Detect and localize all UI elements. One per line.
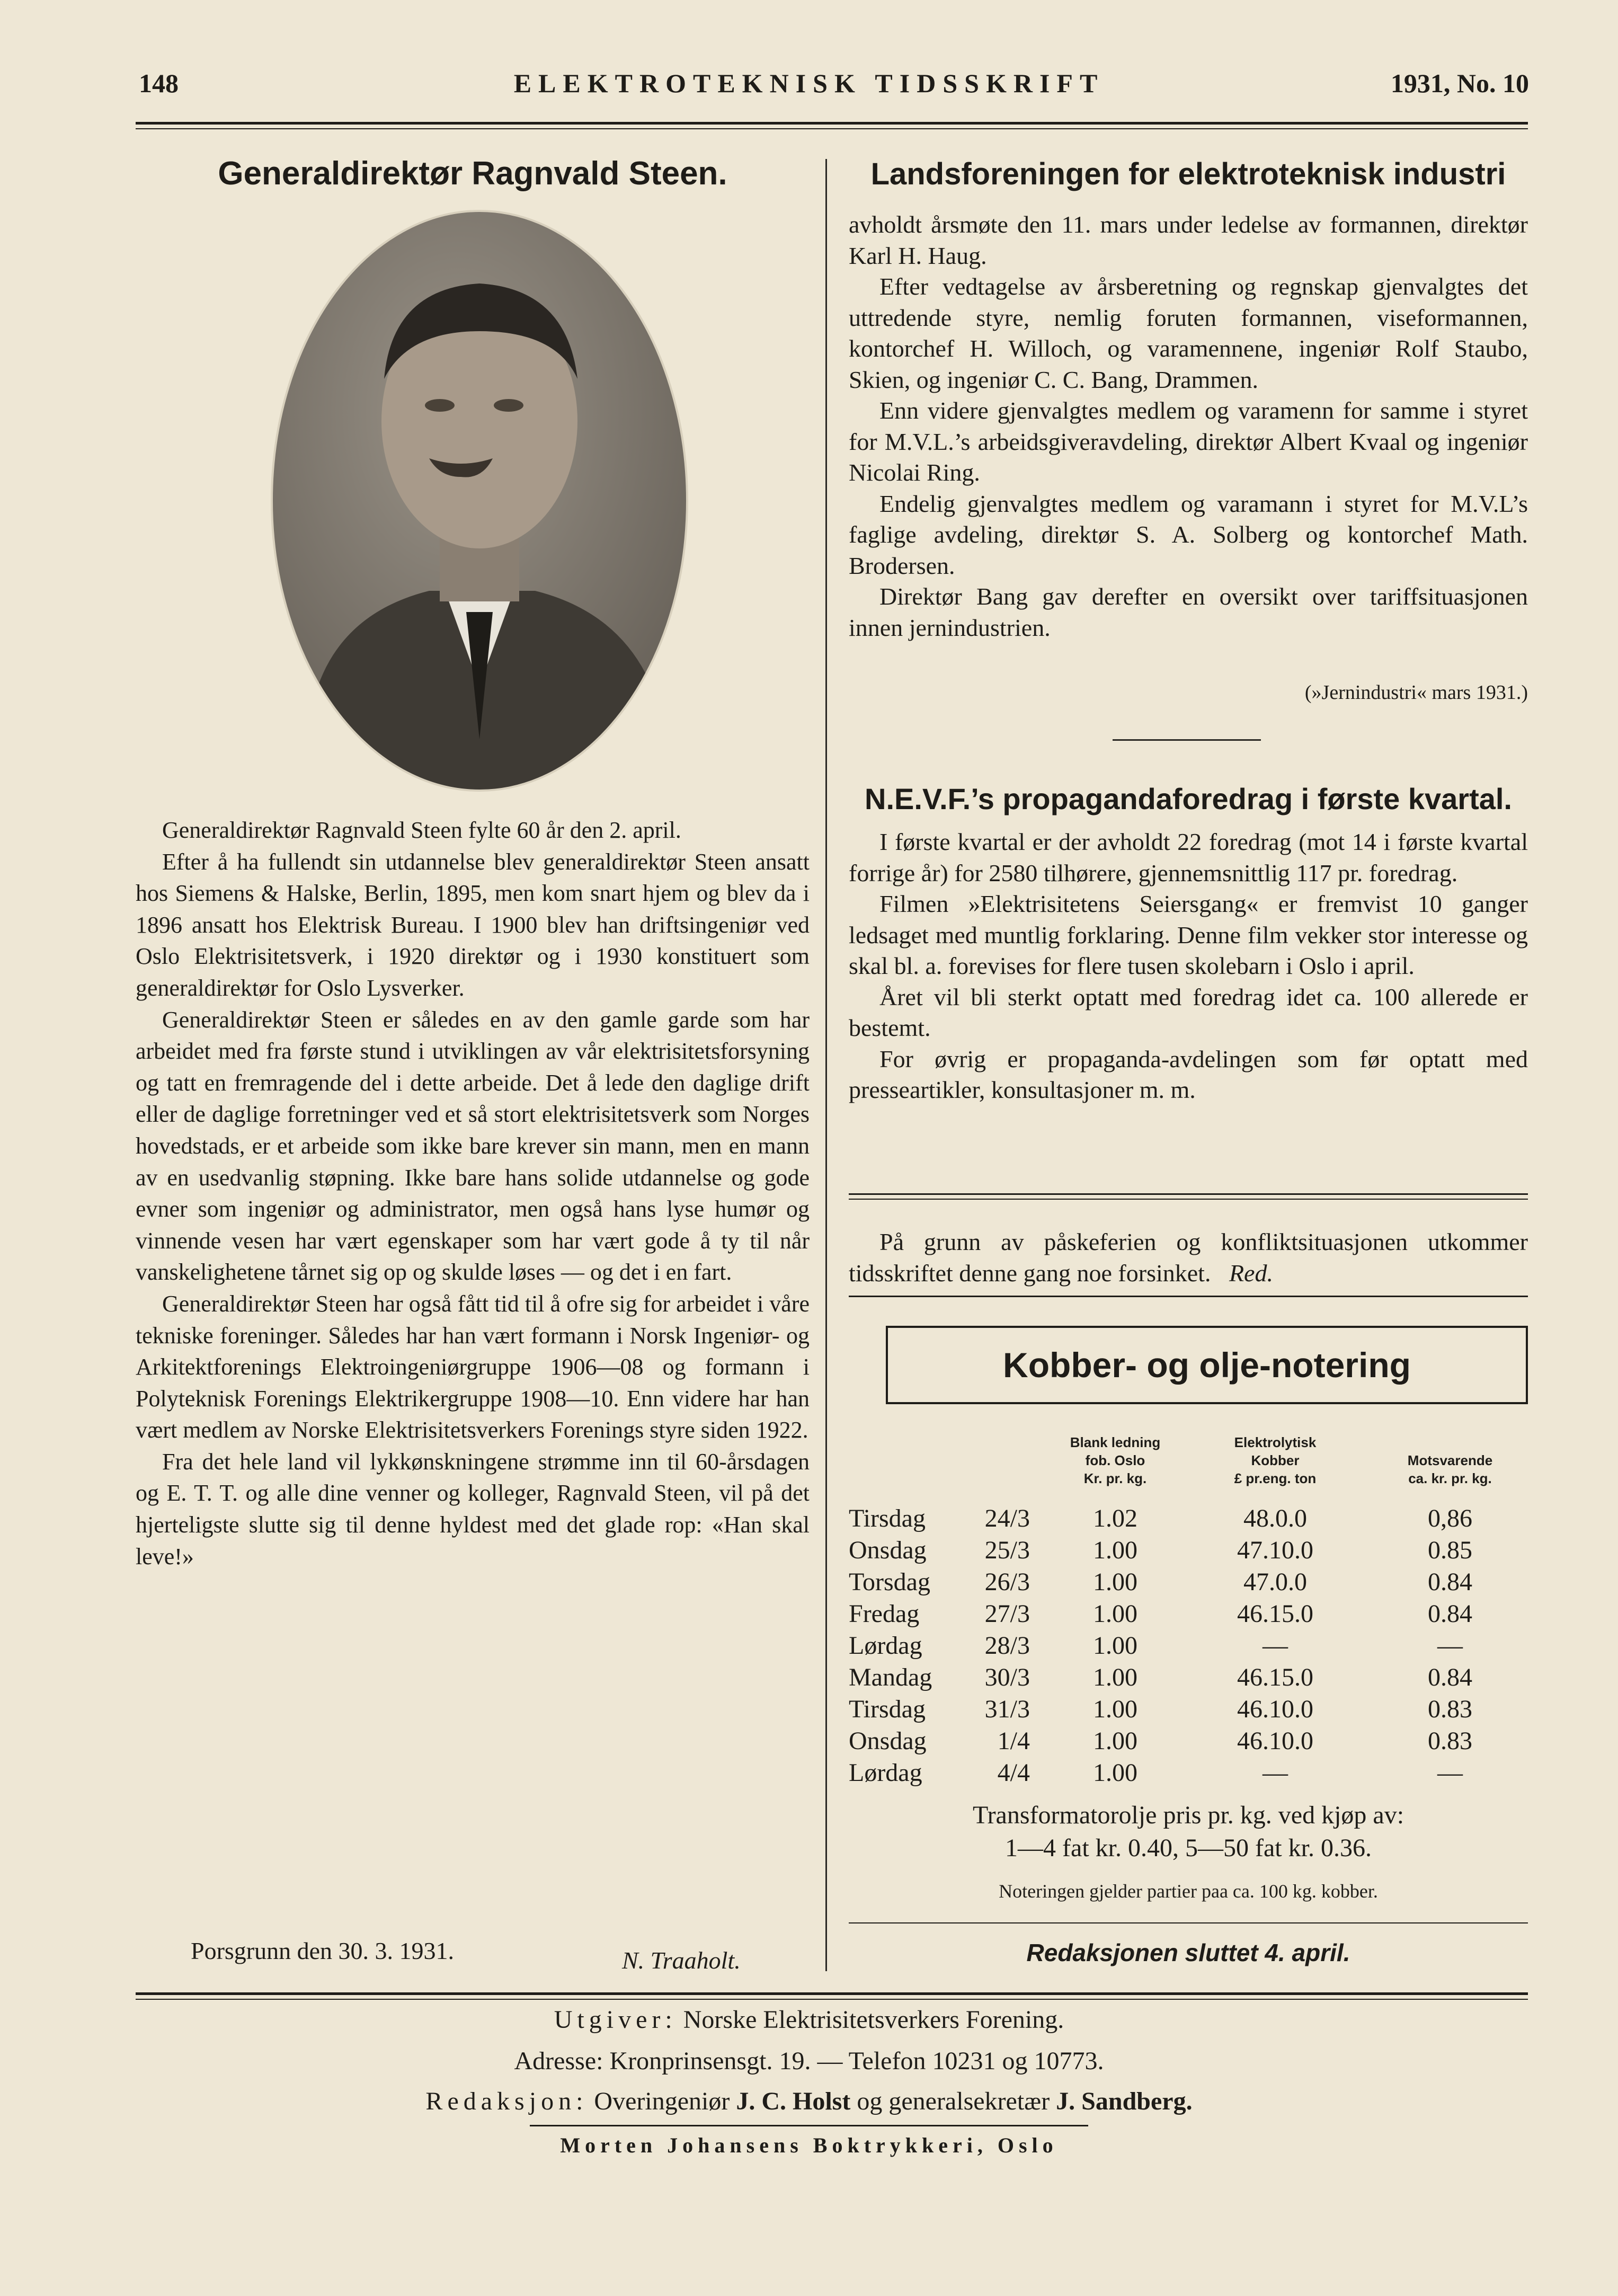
row-blank-ledning: 1.02: [1093, 1504, 1137, 1532]
kobber-title: Kobber- og olje-notering: [1003, 1345, 1411, 1385]
row-elektrolytisk: 46.10.0: [1237, 1727, 1313, 1755]
lf-paragraph: Endelig gjenvalgtes medlem og varamann i styret for M.V.L’s faglige avdeling, direktør S. A. Solberg og kontorchef Math. Brodersen.: [849, 490, 1528, 579]
row-day: Tirsdag: [849, 1695, 926, 1723]
row-elektrolytisk: 46.15.0: [1237, 1600, 1313, 1628]
nevf-paragraph: Filmen »Elektrisitetens Seiersgang« er fremvist 10 ganger ledsaget med muntlig forklaring. Denne film vekker stor interesse og skal bl. a. forevises for flere tusen skolebarn i Oslo i april.: [849, 890, 1528, 979]
row-blank-ledning: 1.00: [1093, 1695, 1137, 1723]
kobber-row: [849, 1567, 1528, 1599]
row-day: Fredag: [849, 1600, 920, 1628]
row-blank-ledning: 1.00: [1093, 1663, 1137, 1691]
col-header-line: £ pr.eng. ton: [1234, 1470, 1317, 1486]
editors-label: Redaksjon:: [425, 2087, 588, 2115]
row-day: Onsdag: [849, 1536, 927, 1564]
col-header-elektro: [1198, 1433, 1352, 1487]
row-day: Mandag: [849, 1663, 932, 1691]
row-day: Lørdag: [849, 1632, 922, 1660]
notice-rule-top-2: [849, 1199, 1528, 1200]
row-elektrolytisk: 46.15.0: [1237, 1663, 1313, 1691]
footer-rule-thin: [136, 1999, 1528, 2000]
kobber-row: [849, 1536, 1528, 1567]
issue-label: 1931, No. 10: [1390, 68, 1529, 98]
row-day: Torsdag: [849, 1568, 930, 1596]
col-header-line: ca. kr. pr. kg.: [1408, 1470, 1492, 1486]
col-header-blank: [1060, 1433, 1171, 1487]
steen-paragraph: Generaldirektør Steen har også fått tid til å ofre sig for arbeidet i våre tekniske foreninger. Således har han vært formann i Norsk Ingeniør- og Arkitektforenings Elektroingeniørgruppe 1906—08 og formann i Polyteknisk Forenings Elektrikergruppe 1908—10. Enn videre har han vært medlem av Norske Elektrisitetsverkers Forenings styre siden 1922.: [136, 1290, 810, 1443]
steen-article-body: [136, 814, 810, 1572]
section-divider: [1113, 739, 1261, 741]
editors-line: [0, 2087, 1618, 2116]
row-motsvarende: 0.83: [1428, 1695, 1472, 1723]
delay-notice: [849, 1227, 1528, 1289]
printer-line: Morten Johansens Boktrykkeri, Oslo: [560, 2133, 1058, 2157]
editors-mid: og generalsekretær: [857, 2087, 1050, 2115]
kobber-title-box: [886, 1326, 1528, 1404]
row-elektrolytisk: 46.10.0: [1237, 1695, 1313, 1723]
steen-paragraph: Fra det hele land vil lykkønskningene strømme inn til 60-årsdagen og E. T. T. og alle dine venner og kolleger, Ragnvald Steen, vil på det hjerteligste slutte sig til denne hyldest med det glade rop: «Han skal leve!»: [136, 1448, 810, 1570]
row-motsvarende: —: [1437, 1759, 1463, 1787]
row-blank-ledning: 1.00: [1093, 1536, 1137, 1564]
col-header-line: Blank ledning: [1070, 1434, 1161, 1450]
row-blank-ledning: 1.00: [1093, 1759, 1137, 1787]
col-header-line: fob. Oslo: [1085, 1452, 1145, 1468]
kobber-rule-bottom: [849, 1922, 1528, 1923]
row-motsvarende: 0.83: [1428, 1727, 1472, 1755]
row-date: 4/4: [997, 1759, 1030, 1787]
kobber-table-body: [849, 1504, 1528, 1790]
header-rule-thin: [136, 128, 1528, 129]
row-motsvarende: —: [1437, 1632, 1463, 1660]
row-date: 28/3: [984, 1632, 1030, 1660]
row-motsvarende: 0.84: [1428, 1663, 1472, 1691]
notice-rule-top: [849, 1193, 1528, 1195]
nevf-paragraph: I første kvartal er der avholdt 22 foredrag (mot 14 i første kvartal forrige år) for 2580 tilhørere, gjennemsnittlig 117 pr. foredrag.: [849, 828, 1528, 887]
address-line: [0, 2046, 1618, 2076]
notice-text: På grunn av påskeferien og konfliktsituasjonen utkommer tidsskriftet denne gang noe forsinket.: [849, 1228, 1528, 1287]
place-date: Porsgrunn den 30. 3. 1931.: [191, 1937, 455, 1964]
row-date: 27/3: [984, 1600, 1030, 1628]
row-day: Tirsdag: [849, 1504, 926, 1532]
editor-holst: J. C. Holst: [736, 2087, 851, 2115]
kobber-note: Noteringen gjelder partier paa ca. 100 kg. kobber.: [999, 1881, 1378, 1902]
col-header-line: Elektrolytisk: [1234, 1434, 1317, 1450]
address-label: Adresse:: [514, 2047, 603, 2075]
footer-rule-thick: [136, 1992, 1528, 1995]
row-blank-ledning: 1.00: [1093, 1632, 1137, 1660]
address-value: Kronprinsensgt. 19. — Telefon 10231 og 10773.: [609, 2047, 1104, 2075]
kobber-row: [849, 1504, 1528, 1536]
nevf-paragraph: For øvrig er propaganda-avdelingen som før optatt med presseartikler, konsultasjoner m. m.: [849, 1045, 1528, 1103]
row-elektrolytisk: 47.10.0: [1237, 1536, 1313, 1564]
col-header-line: Kobber: [1251, 1452, 1300, 1468]
row-blank-ledning: 1.00: [1093, 1727, 1137, 1755]
row-blank-ledning: 1.00: [1093, 1568, 1137, 1596]
nevf-paragraph: Året vil bli sterkt optatt med foredrag idet ca. 100 allerede er bestemt.: [849, 983, 1528, 1041]
lf-paragraph: Efter vedtagelse av årsberetning og regnskap gjenvalgtes det uttredende styre, nemlig foruten formannen, viseformannen, kontorchef H. Willoch, og varamennene, ingeniør Rolf Staubo, Skien, og ingeniør C. C. Bang, Drammen.: [849, 273, 1528, 393]
nevf-body: [849, 827, 1528, 1106]
header-rule-thick: [136, 122, 1528, 125]
editor-sandberg: J. Sandberg.: [1056, 2087, 1193, 2115]
row-day: Lørdag: [849, 1759, 922, 1787]
steen-paragraph: Efter å ha fullendt sin utdannelse blev generaldirektør Steen ansatt hos Siemens & Halske, Berlin, 1895, men kom snart hjem og blev da i 1896 ansatt hos Elektrisk Bureau. I 1900 blev han driftsingeniør ved Oslo Elektrisitetsverk, i 1920 direktør og i 1930 konstituert som generaldirektør for Oslo Lysverker.: [136, 848, 810, 1001]
row-elektrolytisk: —: [1263, 1759, 1288, 1787]
row-elektrolytisk: 47.0.0: [1243, 1568, 1307, 1596]
kobber-row: [849, 1599, 1528, 1631]
row-date: 26/3: [984, 1568, 1030, 1596]
steen-paragraph: Generaldirektør Steen er således en av den gamle garde som har arbeidet med fra første stund i utviklingen av vår elektrisitetsforsyning og tatt en fremragende del i dette arbeide. Det å lede den daglige drift eller de daglige forretninger ved et så stort elektrisitetsverk som Norges hovedstads, er et arbeide som ikke bare krever sin mann, men en mann av en usedvanlig støpning. Ikke bare hans solide utdannelse og gode evner som ingeniør og administrator, men også hans lyse humør og vinnende vesen har vært egenskaper som har vært gode å ty til når vanskelighetene tårnet sig op og skulde løses — og det i en fart.: [136, 1006, 810, 1286]
col-header-line: Kr. pr. kg.: [1083, 1470, 1147, 1486]
kobber-row: [849, 1758, 1528, 1790]
kobber-row: [849, 1695, 1528, 1726]
transformer-price-values: 1—4 fat kr. 0.40, 5—50 fat kr. 0.36.: [1005, 1834, 1372, 1862]
transformer-price-line: Transformatorolje pris pr. kg. ved kjøp av:: [972, 1801, 1404, 1829]
row-blank-ledning: 1.00: [1093, 1600, 1137, 1628]
lf-paragraph: Enn videre gjenvalgtes medlem og varamenn for samme i styret for M.V.L.’s arbeidsgiveravdeling, direktør Albert Kvaal og ingeniør Nicolai Ring.: [849, 397, 1528, 486]
lf-source: (»Jernindustri« mars 1931.): [1304, 681, 1528, 704]
publisher-name: Norske Elektrisitetsverkers Forening.: [683, 2006, 1064, 2034]
publisher-label: Utgiver:: [554, 2006, 677, 2034]
row-date: 24/3: [984, 1504, 1030, 1532]
editors-pre: Overingeniør: [594, 2087, 730, 2115]
column-divider: [825, 159, 827, 1971]
row-day: Onsdag: [849, 1727, 927, 1755]
portrait-photo: [270, 209, 689, 792]
row-elektrolytisk: 48.0.0: [1243, 1504, 1307, 1532]
notice-signature: Red.: [1229, 1259, 1273, 1287]
kobber-row: [849, 1631, 1528, 1663]
lf-paragraph: Direktør Bang gav derefter en oversikt over tariffsituasjonen innen jernindustrien.: [849, 583, 1528, 641]
row-date: 25/3: [984, 1536, 1030, 1564]
row-motsvarende: 0.84: [1428, 1600, 1472, 1628]
article-title-nevf: N.E.V.F.’s propagandaforedrag i første kvartal.: [865, 782, 1512, 815]
editorial-closed-note: Redaksjonen sluttet 4. april.: [1026, 1939, 1350, 1966]
kobber-row: [849, 1726, 1528, 1758]
row-date: 30/3: [984, 1663, 1030, 1691]
printer-rule: [530, 2125, 1088, 2126]
row-motsvarende: 0.85: [1428, 1536, 1472, 1564]
article-title-landsforeningen: Landsforeningen for elektroteknisk industri: [870, 157, 1506, 191]
col-header-mots: [1379, 1451, 1522, 1487]
col-header-line: Motsvarende: [1407, 1452, 1493, 1468]
row-date: 1/4: [997, 1727, 1030, 1755]
lf-paragraph: avholdt årsmøte den 11. mars under ledelse av formannen, direktør Karl H. Haug.: [849, 211, 1528, 269]
journal-title: ELEKTROTEKNISK TIDSSKRIFT: [513, 68, 1105, 98]
row-motsvarende: 0,86: [1428, 1504, 1472, 1532]
publisher-line: [0, 2005, 1618, 2034]
author-name: N. Traaholt.: [622, 1947, 741, 1974]
kobber-row: [849, 1663, 1528, 1695]
landsforeningen-body: [849, 209, 1528, 643]
row-date: 31/3: [984, 1695, 1030, 1723]
article-title-steen: Generaldirektør Ragnvald Steen.: [218, 155, 727, 192]
row-elektrolytisk: —: [1263, 1632, 1288, 1660]
steen-paragraph: Generaldirektør Ragnvald Steen fylte 60 år den 2. april.: [162, 817, 681, 843]
notice-rule-bottom: [849, 1296, 1528, 1297]
page-number: 148: [139, 68, 179, 98]
row-motsvarende: 0.84: [1428, 1568, 1472, 1596]
